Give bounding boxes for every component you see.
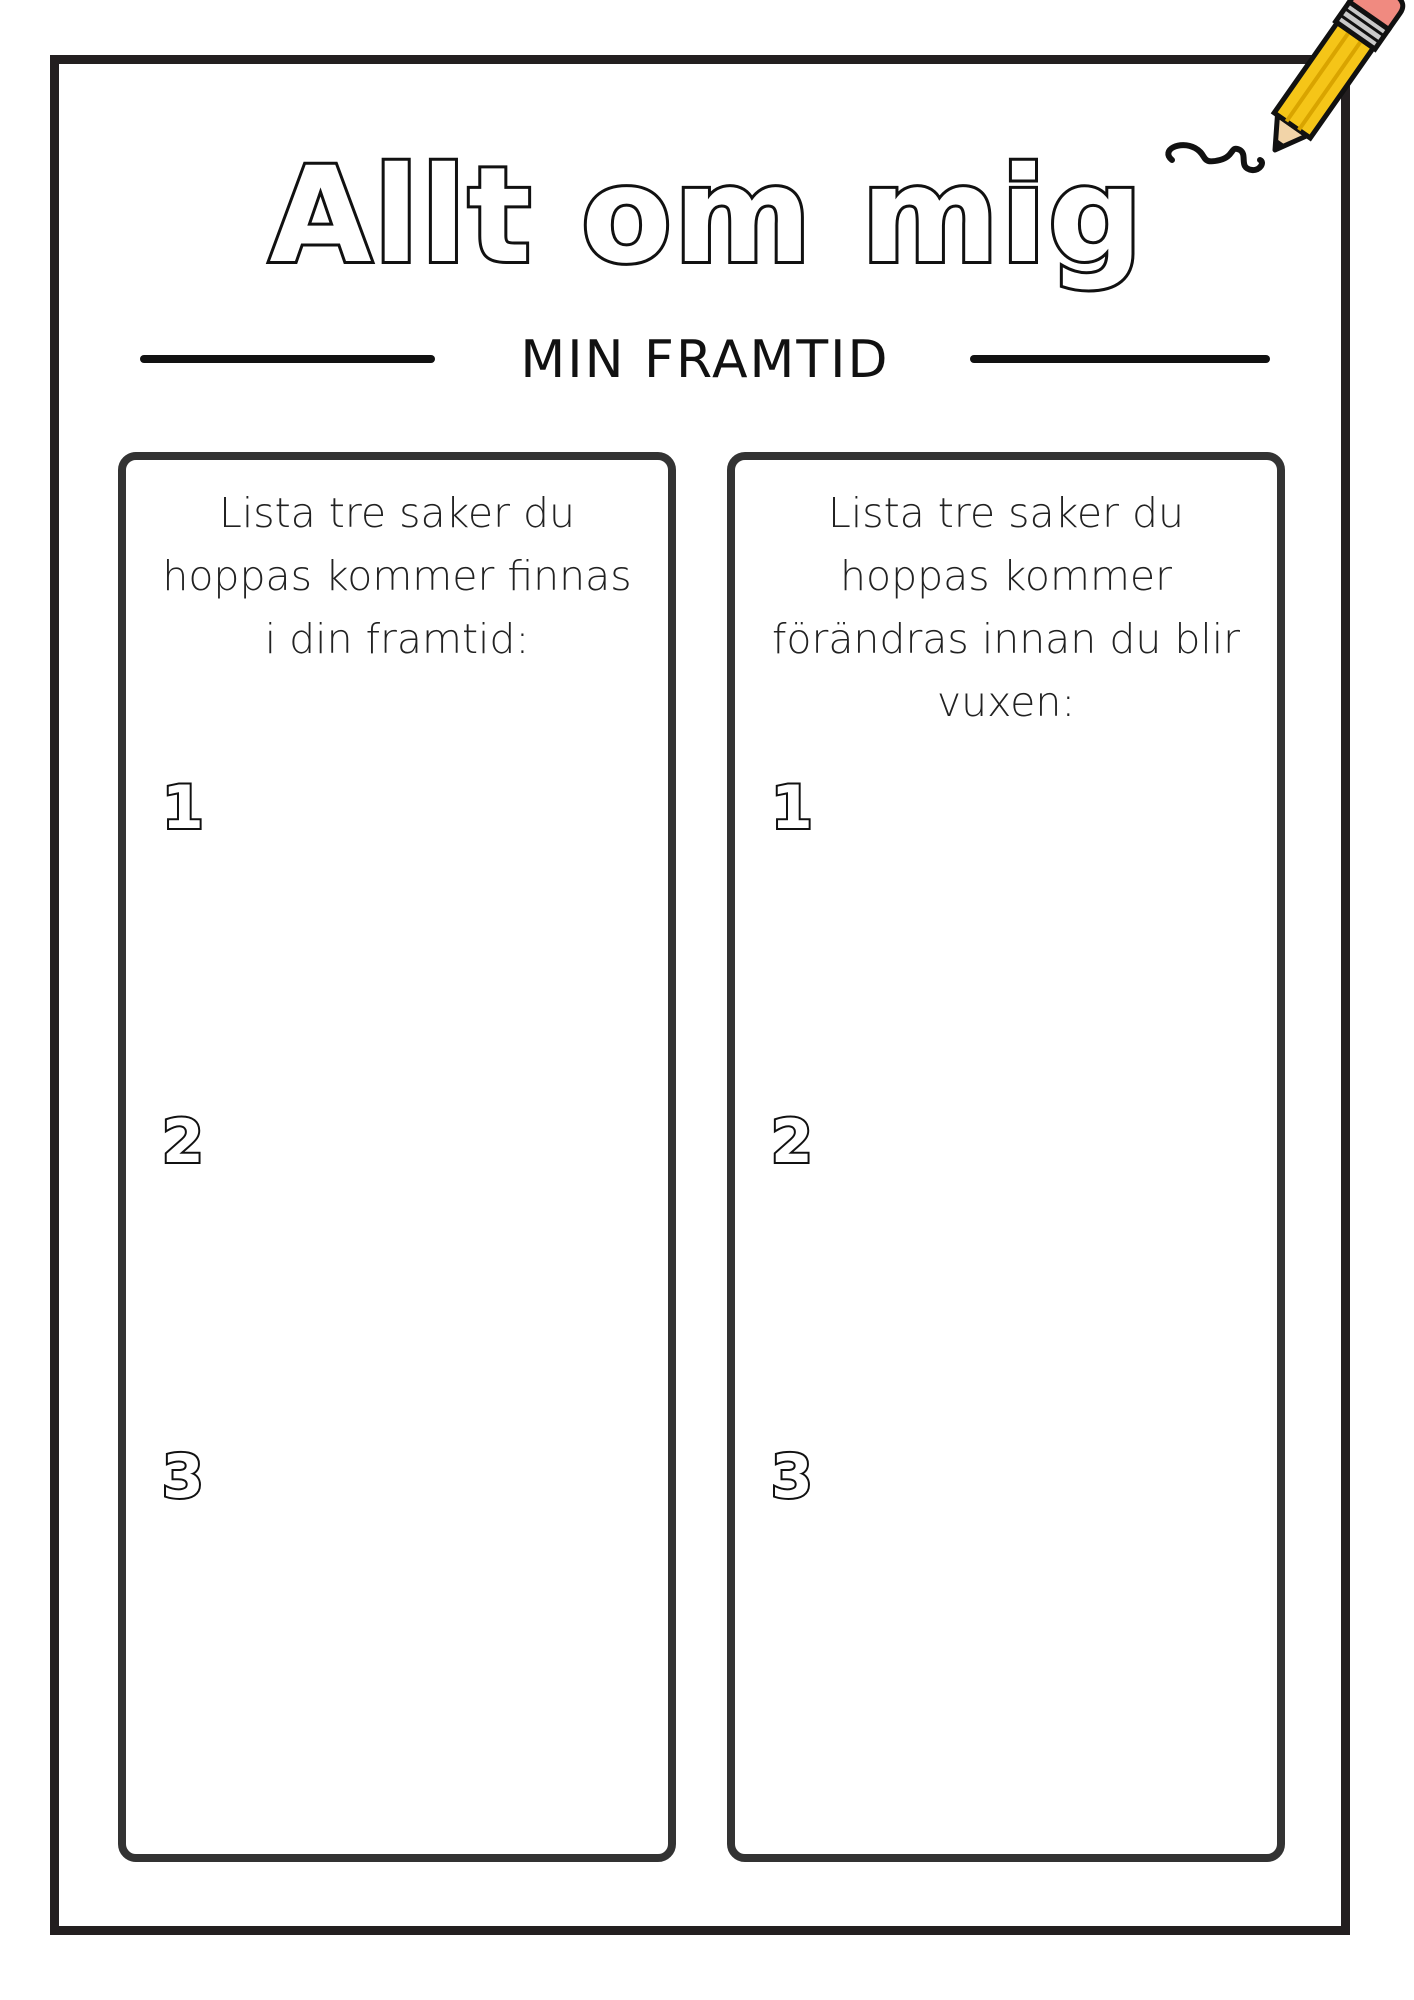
page-subtitle: MIN FRAMTID [520,330,890,390]
panel-prompt: Lista tre saker du hoppas kommer finnas i din framtid: [162,489,632,663]
answer-number-2: 2 [771,1107,813,1177]
panel-future-things [118,452,676,1862]
answer-number-2: 2 [162,1107,204,1177]
panel-change-before-adult [727,452,1285,1862]
answer-number-3: 3 [162,1442,204,1512]
answer-number-3: 3 [771,1442,813,1512]
divider-right [970,355,1270,363]
subtitle-row [140,325,1270,395]
panel-prompt: Lista tre saker du hoppas kommer förändras innan du blir vuxen: [771,489,1241,726]
answer-number-1: 1 [771,773,813,843]
page-title: Allt om mig [269,139,1145,293]
answer-number-1: 1 [162,773,204,843]
